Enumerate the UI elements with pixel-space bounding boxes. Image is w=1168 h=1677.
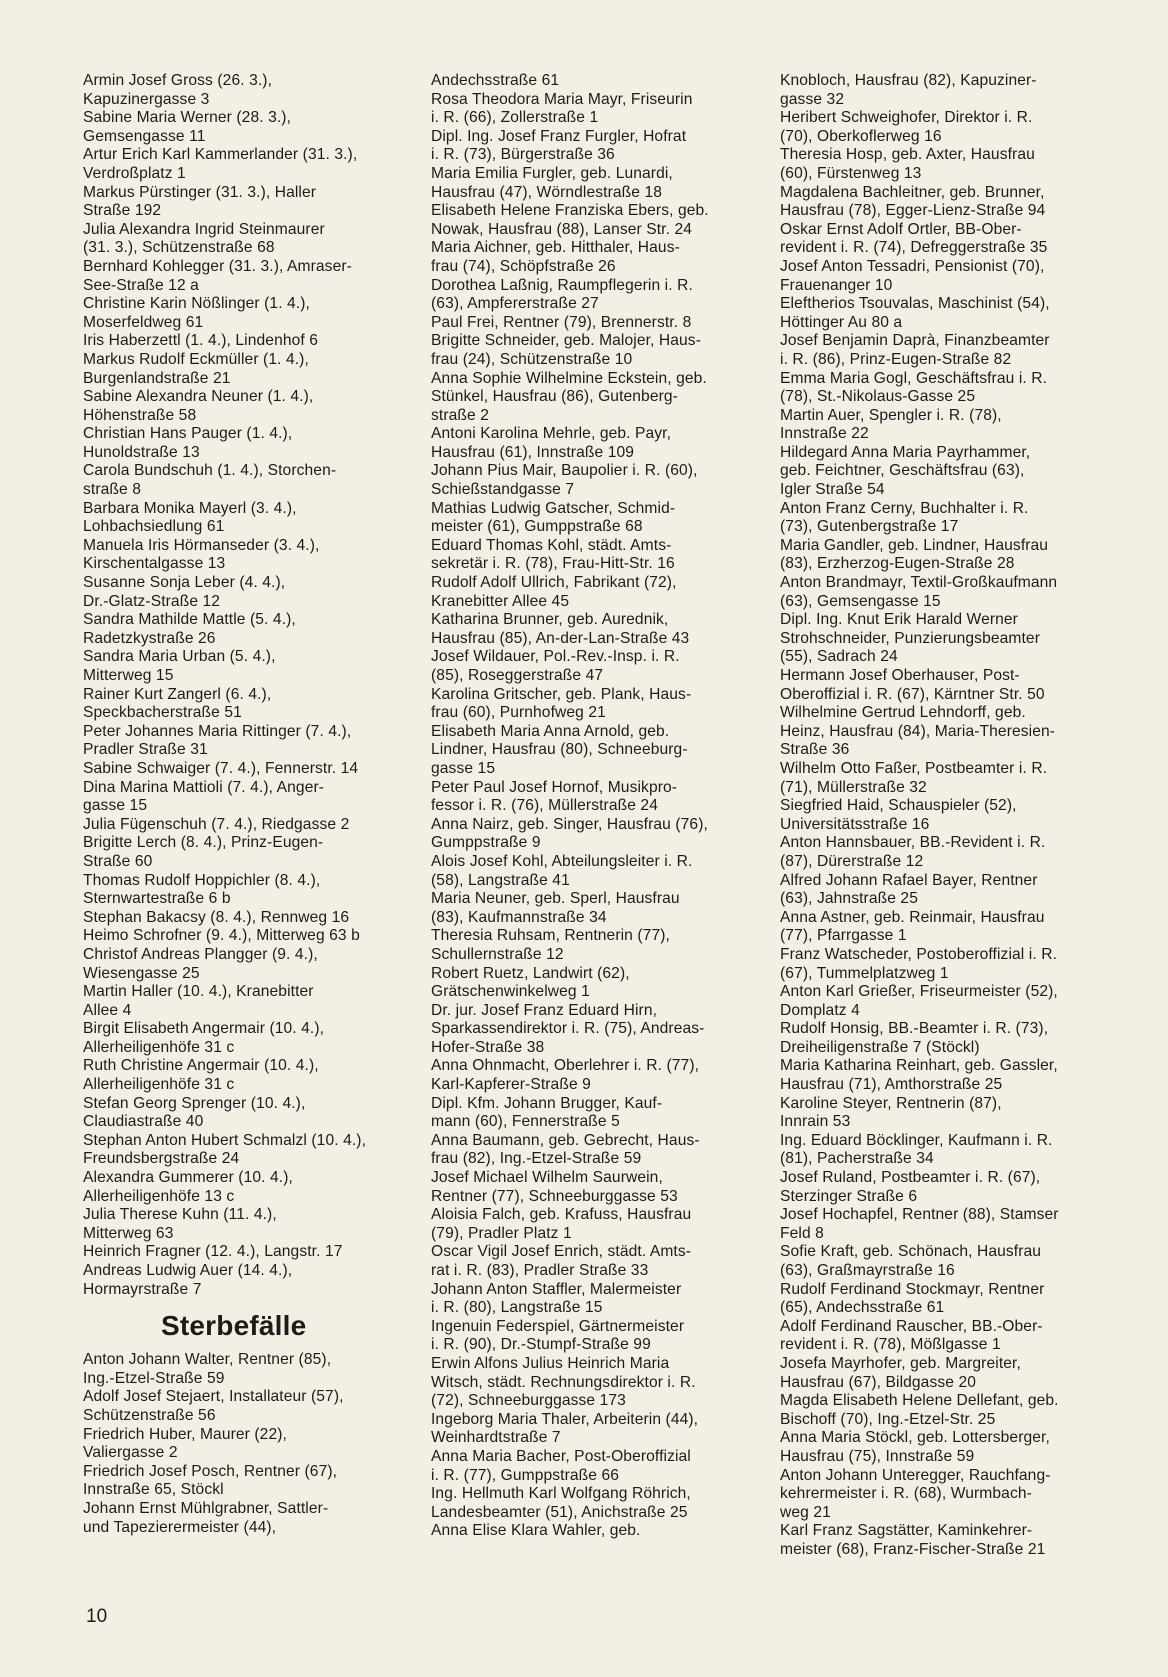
list-item: Anton Franz Cerny, Buchhalter i. R. (73), Gutenbergstraße 17 [780,499,1029,536]
list-item: Maria Katharina Reinhart, geb. Gassler, Hausfrau (71), Amthorstraße 25 [780,1057,1058,1094]
list-item: Dipl. Kfm. Johann Brugger, Kauf- mann (60), Fennerstraße 5 [431,1094,663,1131]
list-item: Maria Gandler, geb. Lindner, Hausfrau (83), Erzherzog-Eugen-Straße 28 [780,536,1049,573]
list-item: Dr. jur. Josef Franz Eduard Hirn, Sparkassendirektor i. R. (75), Andreas- Hofer-Straße 38 [431,1001,705,1056]
list-item: Rudolf Adolf Ullrich, Fabrikant (72), Kranebitter Allee 45 [431,574,677,610]
list-item: Wilhelmine Gertrud Lehndorff, geb. Heinz, Hausfrau (84), Maria-Theresien- Straße 36 [780,704,1056,759]
list-item: Iris Haberzettl (1. 4.), Lindenhof 6 [83,332,319,350]
list-item: Manuela Iris Hörmanseder (3. 4.), Kirschentalgasse 13 [83,536,320,573]
list-item: Rudolf Honsig, BB.-Beamter i. R. (73), Dreiheiligenstraße 7 (Stöckl) [780,1020,1049,1056]
list-item: Erwin Alfons Julius Heinrich Maria Witsch, städt. Rechnungsdirektor i. R. (72), Schneeburggasse 173 [431,1354,696,1410]
list-item: Christine Karin Nößlinger (1. 4.), Moserfeldweg 61 [83,295,310,331]
list-item: Andreas Ludwig Auer (14. 4.), Hormayrstraße 7 [83,1262,293,1298]
list-item: Sofie Kraft, geb. Schönach, Hausfrau (63), Graßmayrstraße 16 [780,1243,1042,1279]
list-item: Sabine Alexandra Neuner (1. 4.), Höhenstraße 58 [83,388,314,424]
list-item: Birgit Elisabeth Angermair (10. 4.), Allerheiligenhöfe 31 c [83,1020,325,1056]
list-item: Anton Brandmayr, Textil-Großkaufmann (63), Gemsengasse 15 [780,574,1058,610]
list-item: Franz Watscheder, Postoberoffizial i. R. (67), Tummelplatzweg 1 [780,945,1058,982]
list-item: Johann Pius Mair, Baupolier i. R. (60), Schießstandgasse 7 [431,462,698,499]
list-item: Johann Anton Staffler, Malermeister i. R. (80), Langstraße 15 [431,1280,682,1317]
list-item: Anton Hannsbauer, BB.-Revident i. R. (87), Dürerstraße 12 [780,834,1046,870]
list-item: Thomas Rudolf Hoppichler (8. 4.), Sternwartestraße 6 b [83,871,321,908]
list-item: Brigitte Schneider, geb. Malojer, Haus- frau (24), Schützenstraße 10 [431,332,701,368]
list-item: Johann Ernst Mühlgrabner, Sattler- und Tapezierermeister (44), [83,1499,329,1536]
list-item: Anna Astner, geb. Reinmair, Hausfrau (77), Pfarrgasse 1 [780,908,1045,945]
list-item: Alfred Johann Rafael Bayer, Rentner (63), Jahnstraße 25 [780,871,1038,908]
list-item: Andechsstraße 61 [431,72,560,89]
list-item: Knobloch, Hausfrau (82), Kapuziner- gasse 32 [780,72,1037,108]
list-item: Friedrich Josef Posch, Rentner (67), Innstraße 65, Stöckl [83,1462,338,1499]
list-item: Martin Haller (10. 4.), Kranebitter Allee 4 [83,983,314,1019]
list-item: Julia Fügenschuh (7. 4.), Riedgasse 2 [83,815,350,833]
list-item: Josef Wildauer, Pol.-Rev.-Insp. i. R. (85), Roseggerstraße 47 [431,648,680,684]
list-item: Katharina Brunner, geb. Aurednik, Hausfrau (85), An-der-Lan-Straße 43 [431,611,690,647]
list-item: Ing. Eduard Böcklinger, Kaufmann i. R. (81), Pacherstraße 34 [780,1131,1053,1168]
list-item: Stefan Georg Sprenger (10. 4.), Claudiastraße 40 [83,1094,306,1131]
list-item: Oskar Ernst Adolf Ortler, BB-Ober- revident i. R. (74), Defreggerstraße 35 [780,220,1048,257]
list-item: Theresia Hosp, geb. Axter, Hausfrau (60), Fürstenweg 13 [780,146,1035,182]
list-item: Anton Johann Walter, Rentner (85), Ing.-Etzel-Straße 59 [83,1351,332,1387]
list-item: Susanne Sonja Leber (4. 4.), Dr.-Glatz-Straße 12 [83,574,286,610]
list-item: Magdalena Bachleitner, geb. Brunner, Hausfrau (78), Egger-Lienz-Straße 94 [780,183,1046,220]
list-item: Anton Karl Grießer, Friseurmeister (52), Domplatz 4 [780,983,1058,1019]
list-item: Karoline Steyer, Rentnerin (87), Innrain 53 [780,1094,1002,1131]
list-item: Karolina Gritscher, geb. Plank, Haus- frau (60), Purnhofweg 21 [431,685,692,722]
list-item: Elisabeth Maria Anna Arnold, geb. Lindner, Hausfrau (80), Schneeburg- gasse 15 [431,722,688,777]
list-item: Sabine Schwaiger (7. 4.), Fennerstr. 14 [83,759,359,777]
list-item: Josefa Mayrhofer, geb. Margreiter, Hausfrau (67), Bildgasse 20 [780,1354,1021,1391]
list-item: Brigitte Lerch (8. 4.), Prinz-Eugen- Straße 60 [83,834,324,870]
list-item: Ruth Christine Angermair (10. 4.), Allerheiligenhöfe 31 c [83,1057,319,1094]
list-item: Emma Maria Gogl, Geschäftsfrau i. R. (78), St.-Nikolaus-Gasse 25 [780,369,1048,406]
list-item: Julia Therese Kuhn (11. 4.), Mitterweg 63 [83,1206,277,1242]
list-item: Heinrich Fragner (12. 4.), Langstr. 17 [83,1243,343,1261]
list-item: Mathias Ludwig Gatscher, Schmid- meister (61), Gumppstraße 68 [431,499,676,536]
list-item: Siegfried Haid, Schauspieler (52), Universitätsstraße 16 [780,797,1017,833]
list-item: Ing. Hellmuth Karl Wolfgang Röhrich, Landesbeamter (51), Anichstraße 25 [431,1485,691,1521]
list-item: Anna Maria Stöckl, geb. Lottersberger, Hausfrau (75), Innstraße 59 [780,1429,1050,1465]
list-item: Dorothea Laßnig, Raumpflegerin i. R. (63), Ampfererstraße 27 [431,276,693,313]
list-item: Christof Andreas Plangger (9. 4.), Wiesengasse 25 [83,945,318,982]
list-item: Robert Ruetz, Landwirt (62), Grätschenwinkelweg 1 [431,964,630,1001]
list-item: Adolf Josef Stejaert, Installateur (57), Schützenstraße 56 [83,1388,344,1424]
list-item: Karl Franz Sagstätter, Kaminkehrer- meister (68), Franz-Fischer-Straße 21 [780,1522,1046,1558]
list-item: Eleftherios Tsouvalas, Maschinist (54), Höttinger Au 80 a [780,295,1050,331]
list-item: Anna Nairz, geb. Singer, Hausfrau (76), Gumppstraße 9 [431,815,708,852]
list-item: Alois Josef Kohl, Abteilungsleiter i. R. (58), Langstraße 41 [431,852,693,889]
list-item: Hildegard Anna Maria Payrhammer, geb. Feichtner, Geschäftsfrau (63), Igler Straße 54 [780,443,1031,499]
list-item: Josef Ruland, Postbeamter i. R. (67), Sterzinger Straße 6 [780,1169,1041,1205]
list-item: Sandra Mathilde Mattle (5. 4.), Radetzkystraße 26 [83,611,296,647]
list-item: Peter Paul Josef Hornof, Musikpro- fessor i. R. (76), Müllerstraße 24 [431,778,678,815]
column-1 [83,72,413,1537]
list-item: Bernhard Kohlegger (31. 3.), Amraser- See-Straße 12 a [83,257,352,294]
page-number: 10 [86,1606,108,1627]
list-item: Magda Elisabeth Helene Dellefant, geb. Bischoff (70), Ing.-Etzel-Str. 25 [780,1392,1059,1428]
list-item: Markus Pürstinger (31. 3.), Haller Straße 192 [83,183,317,220]
deaths-heading: Sterbefälle [161,1310,307,1342]
list-item: Martin Auer, Spengler i. R. (78), Innstraße 22 [780,406,1002,443]
list-item: Dina Marina Mattioli (7. 4.), Anger- gasse 15 [83,778,325,815]
list-item: Markus Rudolf Eckmüller (1. 4.), Burgenlandstraße 21 [83,350,309,387]
list-item: Barbara Monika Mayerl (3. 4.), Lohbachsiedlung 61 [83,499,297,536]
list-item: Anna Elise Klara Wahler, geb. [431,1522,641,1540]
list-item: Theresia Ruhsam, Rentnerin (77), Schullernstraße 12 [431,927,670,963]
list-item: Josef Anton Tessadri, Pensionist (70), Frauenanger 10 [780,257,1045,294]
list-item: Antoni Karolina Mehrle, geb. Payr, Hausfrau (61), Innstraße 109 [431,425,672,461]
list-item: Rosa Theodora Maria Mayr, Friseurin i. R. (66), Zollerstraße 1 [431,90,693,127]
list-item: Hermann Josef Oberhauser, Post- Oberoffizial i. R. (67), Kärntner Str. 50 [780,667,1045,703]
list-item: Paul Frei, Rentner (79), Brennerstr. 8 [431,313,692,331]
list-item: Stephan Anton Hubert Schmalzl (10. 4.), Freundsbergstraße 24 [83,1131,367,1168]
list-item: Friedrich Huber, Maurer (22), Valiergasse 2 [83,1425,287,1462]
list-item: Heimo Schrofner (9. 4.), Mitterweg 63 b [83,927,360,945]
list-item: Stephan Bakacsy (8. 4.), Rennweg 16 [83,908,350,926]
list-item: Julia Alexandra Ingrid Steinmaurer (31. 3.), Schützenstraße 68 [83,220,325,257]
list-item: Aloisia Falch, geb. Krafuss, Hausfrau (79), Pradler Platz 1 [431,1206,692,1242]
column-3 [780,72,1120,1560]
list-item: Christian Hans Pauger (1. 4.), Hunoldstraße 13 [83,425,293,461]
list-item: Sabine Maria Werner (28. 3.), Gemsengasse 11 [83,109,292,145]
deaths-list [83,1351,413,1537]
list-item: Armin Josef Gross (26. 3.), Kapuzinergasse 3 [83,72,273,108]
list-item: Artur Erich Karl Kammerlander (31. 3.), Verdroßplatz 1 [83,146,358,182]
list-item: Adolf Ferdinand Rauscher, BB.-Ober- revident i. R. (78), Mößlgasse 1 [780,1317,1043,1354]
list-item: Dipl. Ing. Knut Erik Harald Werner Strohschneider, Punzierungsbeamter (55), Sadrach 24 [780,611,1040,666]
list-item: Heribert Schweighofer, Direktor i. R. (70), Oberkoflerweg 16 [780,109,1033,145]
list-item: Alexandra Gummerer (10. 4.), Allerheiligenhöfe 13 c [83,1169,293,1205]
list-item: Anton Johann Unteregger, Rauchfang- kehrermeister i. R. (68), Wurmbach- weg 21 [780,1466,1051,1521]
list-item: Josef Michael Wilhelm Saurwein, Rentner (77), Schneeburggasse 53 [431,1169,678,1205]
list-item: Maria Neuner, geb. Sperl, Hausfrau (83), Kaufmannstraße 34 [431,890,680,926]
list-item: Dipl. Ing. Josef Franz Furgler, Hofrat i. R. (73), Bürgerstraße 36 [431,127,687,164]
list-item: Sandra Maria Urban (5. 4.), Mitterweg 15 [83,648,276,684]
list-item: Anna Ohnmacht, Oberlehrer i. R. (77), Karl-Kapferer-Straße 9 [431,1057,700,1094]
column-2 [431,72,761,1541]
list-item: Anna Maria Bacher, Post-Oberoffizial i. R. (77), Gumppstraße 66 [431,1447,691,1484]
list-item: Rainer Kurt Zangerl (6. 4.), Speckbacherstraße 51 [83,685,272,722]
list-item: Eduard Thomas Kohl, städt. Amts- sekretär i. R. (78), Frau-Hitt-Str. 16 [431,536,675,573]
list-item: Josef Benjamin Daprà, Finanzbeamter i. R. (86), Prinz-Eugen-Straße 82 [780,332,1050,368]
list-item: Elisabeth Helene Franziska Ebers, geb. Nowak, Hausfrau (88), Lanser Str. 24 [431,202,709,238]
list-item: Maria Emilia Furgler, geb. Lunardi, Hausfrau (47), Wörndlestraße 18 [431,164,673,201]
list-item: Josef Hochapfel, Rentner (88), Stamser Feld 8 [780,1206,1059,1242]
list-item: Anna Sophie Wilhelmine Eckstein, geb. Stünkel, Hausfrau (86), Gutenberg- straße 2 [431,369,707,424]
list-item: Maria Aichner, geb. Hitthaler, Haus- frau (74), Schöpfstraße 26 [431,239,680,275]
list-item: Peter Johannes Maria Rittinger (7. 4.), Pradler Straße 31 [83,722,352,759]
list-item: Carola Bundschuh (1. 4.), Storchen- straße 8 [83,462,337,499]
list-item: Oscar Vigil Josef Enrich, städt. Amts- rat i. R. (83), Pradler Straße 33 [431,1243,692,1279]
list-item: Ingenuin Federspiel, Gärtnermeister i. R. (90), Dr.-Stumpf-Straße 99 [431,1317,685,1354]
births-list [83,72,413,1299]
list-item: Rudolf Ferdinand Stockmayr, Rentner (65), Andechsstraße 61 [780,1280,1045,1317]
list-item: Ingeborg Maria Thaler, Arbeiterin (44), Weinhardtstraße 7 [431,1410,699,1447]
list-item: Anna Baumann, geb. Gebrecht, Haus- frau (82), Ing.-Etzel-Straße 59 [431,1131,700,1168]
list-item: Wilhelm Otto Faßer, Postbeamter i. R. (71), Müllerstraße 32 [780,759,1048,796]
